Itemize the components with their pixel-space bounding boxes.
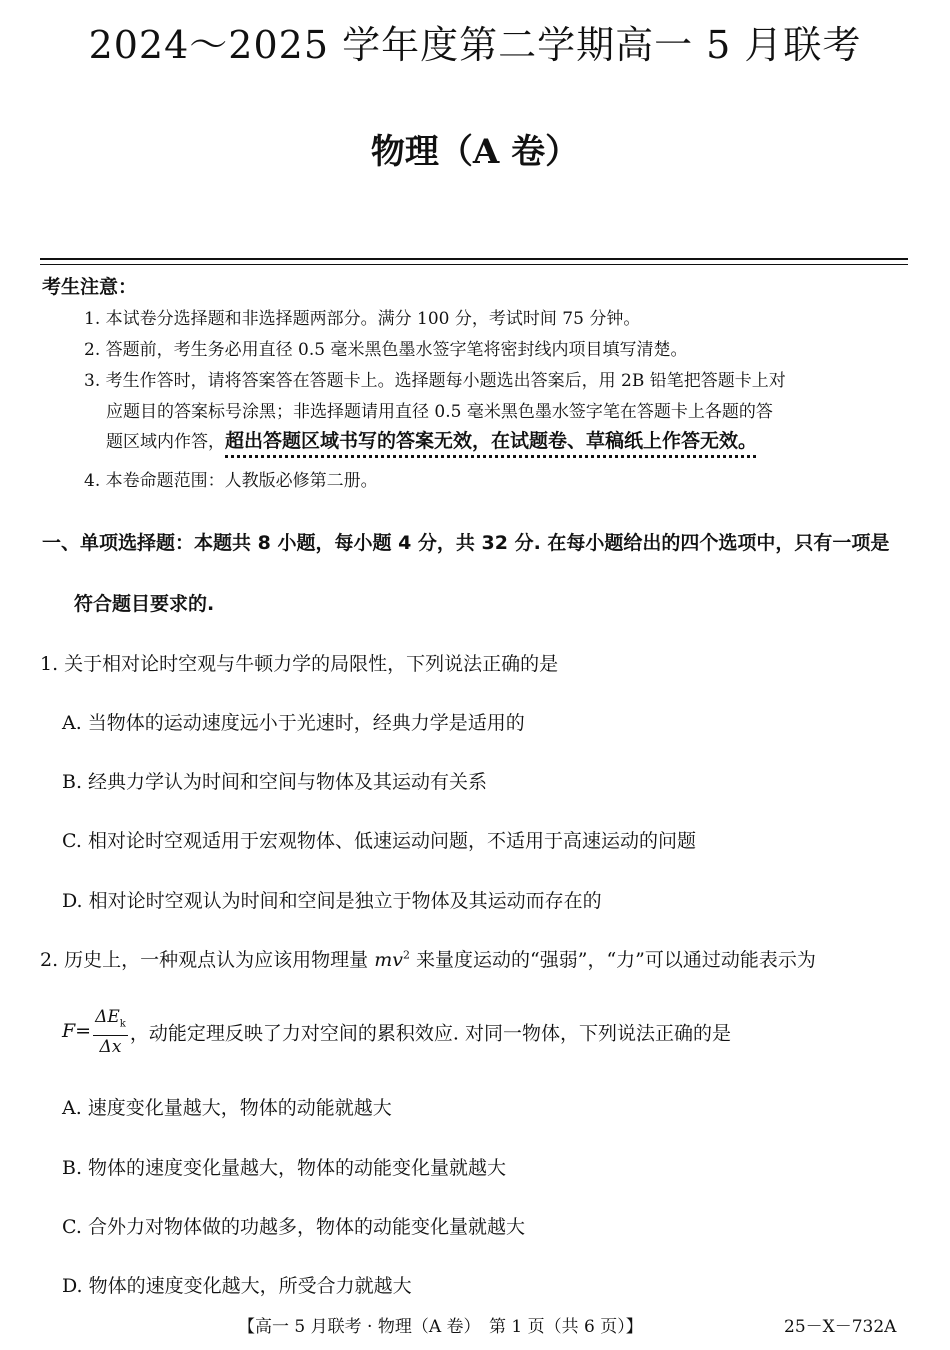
header-divider-thick [40, 258, 908, 260]
header-divider-thin [40, 264, 908, 265]
question-2-option-b: B. 物体的速度变化量越大，物体的动能变化量就越大 [62, 1157, 507, 1179]
exam-subtitle: 物理（A 卷） [370, 132, 580, 172]
notice-emphasis: 超出答题区域书写的答案无效，在试题卷、草稿纸上作答无效。 [225, 430, 758, 452]
question-1-option-d: D. 相对论时空观认为时间和空间是独立于物体及其运动而存在的 [62, 890, 602, 912]
exam-title: 2024～2025 学年度第二学期高一 5 月联考 [88, 23, 862, 67]
notice-item-3-tail: 题区域内作答， [106, 432, 225, 452]
question-1-stem: 1. 关于相对论时空观与牛顿力学的局限性，下列说法正确的是 [40, 653, 559, 675]
section-heading: 一、单项选择题：本题共 8 小题，每小题 4 分，共 32 分. 在每小题给出的四个选项中，只有一项是 [42, 532, 890, 554]
notice-heading: 考生注意： [42, 276, 138, 298]
formula-numerator: $\Delta E_k$ [93, 1006, 128, 1036]
notice-item-2: 2. 答题前，考生务必用直径 0.5 毫米黑色墨水签字笔将密封线内项目填写清楚。 [84, 340, 688, 360]
notice-item-1: 1. 本试卷分选择题和非选择题两部分。满分 100 分，考试时间 75 分钟。 [84, 309, 641, 329]
question-2-stem-part3: ，动能定理反映了力对空间的累积效应. 对同一物体，下列说法正确的是 [129, 1022, 731, 1045]
question-1-option-a: A. 当物体的运动速度远小于光速时，经典力学是适用的 [62, 712, 525, 734]
question-2-option-a: A. 速度变化量越大，物体的动能就越大 [62, 1097, 392, 1119]
question-2-stem-part1: 2. 历史上，一种观点认为应该用物理量 [40, 949, 375, 971]
question-2-quantity: mv [374, 949, 403, 971]
page-footer: 【高一 5 月联考 · 物理（A 卷） 第 1 页（共 6 页）】 [238, 1317, 643, 1337]
formula-denominator: Δx [99, 1037, 122, 1058]
question-2-option-c: C. 合外力对物体做的功越多，物体的动能变化量就越大 [62, 1216, 525, 1238]
question-2-quantity-exponent: 2 [402, 948, 410, 962]
paper-code: 25－X－732A [784, 1317, 897, 1337]
formula-subscript: k [119, 1018, 126, 1030]
notice-item-3-cont: 应题目的答案标号涂黑；非选择题请用直径 0.5 毫米黑色墨水签字笔在答题卡上各题的答 [106, 402, 773, 422]
question-2-stem [40, 945, 816, 972]
notice-item-3: 3. 考生作答时，请将答案答在答题卡上。选择题每小题选出答案后，用 2B 铅笔把答题卡上对 [84, 371, 786, 391]
notice-item-3-end [106, 426, 757, 453]
formula-fraction [93, 1006, 128, 1058]
question-2-formula-line [62, 1006, 731, 1058]
formula-lhs: F= [62, 1020, 92, 1043]
question-1-option-b: B. 经典力学认为时间和空间与物体及其运动有关系 [62, 771, 488, 793]
section-heading-cont: 符合题目要求的. [74, 593, 215, 615]
notice-item-4: 4. 本卷命题范围：人教版必修第二册。 [84, 471, 378, 491]
question-2-stem-part2: 来量度运动的“强弱”，“力”可以通过动能表示为 [409, 949, 816, 971]
question-1-option-c: C. 相对论时空观适用于宏观物体、低速运动问题，不适用于高速运动的问题 [62, 830, 696, 852]
question-2-option-d: D. 物体的速度变化越大，所受合力就越大 [62, 1275, 412, 1297]
